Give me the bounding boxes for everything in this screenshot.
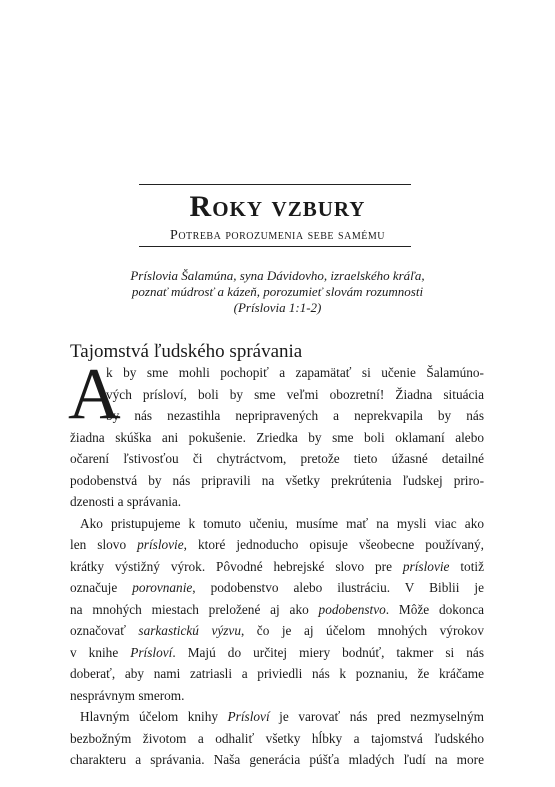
body-line: krátky výstižný výrok. Pôvodné hebrejské slovo pre príslovie totiž bbox=[70, 558, 484, 574]
body-line: nesprávnym smerom. bbox=[70, 687, 185, 703]
body-line: k by sme mohli pochopiť a zapamätať si učenie Šalamúno- bbox=[106, 365, 484, 380]
emphasis: Prísloví bbox=[227, 709, 270, 724]
section-heading: Tajomstvá ľudského správania bbox=[70, 341, 303, 362]
emphasis: príslovie bbox=[137, 537, 184, 552]
body-line: označovať sarkastickú výzvu, čo je aj účelom mnohých výrokov bbox=[70, 623, 484, 638]
body-line: vých prísloví, boli by sme veľmi obozretní! Žiadna situácia bbox=[106, 386, 484, 402]
body-line: podobenstvá by nás pripravili na všetky prekrútenia ľudskej prirо- bbox=[70, 472, 484, 488]
drop-cap: A bbox=[68, 353, 121, 434]
body-line: by nás nezastihla nepripravených a neprekvapila by nás bbox=[106, 408, 484, 423]
body-line: žiadna skúška ani pokušenie. Zriedka by sme boli oklamaní alebo bbox=[70, 429, 484, 445]
body-line: v knihe Prísloví. Majú do určitej miery bodnúť, takmer si nás bbox=[70, 644, 484, 660]
body-line: dzenosti a správania. bbox=[70, 494, 182, 509]
title-top-rule bbox=[139, 184, 411, 185]
chapter-title: Roky vzbury bbox=[189, 190, 366, 223]
body-line: Ako pristupujeme k tomuto učeniu, musíme mať na mysli viac ako bbox=[80, 515, 484, 531]
body-line: bezbožným životom a odhaliť všetky hĺbky a tajomstvá ľudského bbox=[70, 730, 484, 746]
body-line: Hlavným účelom knihy Prísloví je varovať nás pred nezmyselným bbox=[80, 709, 484, 724]
emphasis: príslovie bbox=[402, 558, 450, 574]
epigraph-reference: (Príslovia 1:1-2) bbox=[233, 300, 322, 315]
epigraph-line: Príslovia Šalamúna, syna Dávidovho, izraelského kráľa, bbox=[130, 268, 425, 283]
body-line: charakteru a správania. Naša generácia púšťa mladých ľudí na more bbox=[70, 752, 484, 767]
epigraph bbox=[70, 268, 485, 316]
body-line: doberať, aby nami zatriasli a priviedli nás k poznaniu, že kráčame bbox=[70, 666, 484, 681]
emphasis: podobenstvo bbox=[318, 601, 386, 617]
emphasis: sarkastickú výzvu bbox=[138, 623, 241, 638]
title-bottom-rule bbox=[139, 246, 411, 247]
body-line: na mnohých miestach preložené aj ako podobenstvo. Môže dokonca bbox=[70, 601, 485, 617]
emphasis: porovnanie bbox=[132, 580, 193, 595]
body-line: očarení ľstivosťou či chytráctvom, pretože tieto úžasné detailné bbox=[70, 451, 484, 466]
body-line: len slovo príslovie, ktoré jednoducho opisuje všeobecne používaný, bbox=[70, 537, 484, 552]
chapter-subtitle: Potreba porozumenia sebe samému bbox=[170, 228, 385, 243]
emphasis: Prísloví bbox=[130, 644, 173, 660]
body-line: označuje porovnanie, podobenstvo alebo ilustráciu. V Biblii je bbox=[70, 580, 484, 595]
epigraph-line: poznať múdrosť a kázeň, porozumieť slovám rozumnosti bbox=[131, 284, 424, 299]
